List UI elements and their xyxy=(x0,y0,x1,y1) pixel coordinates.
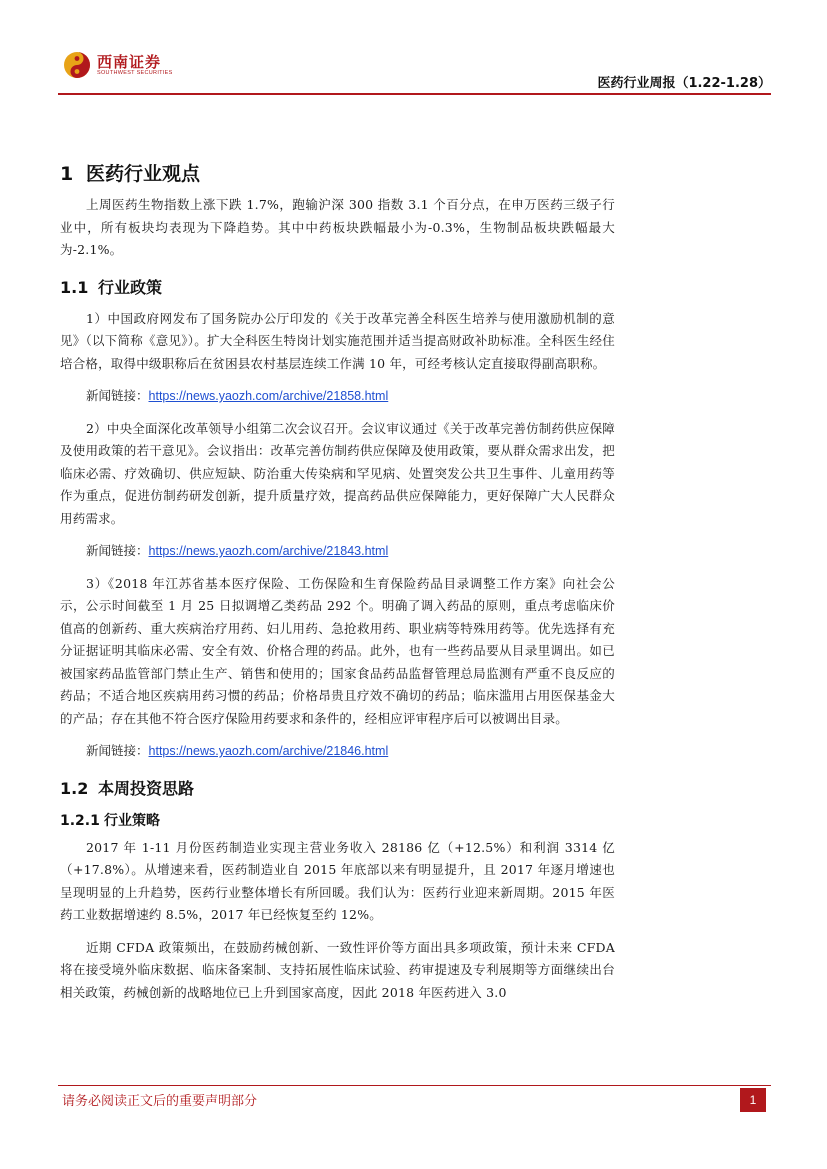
policy-item-1: 1）中国政府网发布了国务院办公厅印发的《关于改革完善全科医生培养与使用激励机制的意见》（以下简称《意见》）。扩大全科医生特岗计划实施范围并适当提高财政补助标准。全科医生经住培合格，取得中级职称后在贫困县农村基层连续工作满 10 年，可经考核认定直接取得副高职称。 xyxy=(60,310,615,371)
page-header xyxy=(0,0,827,96)
section-heading xyxy=(60,158,615,190)
logo-chinese-name: 西南证券 xyxy=(97,52,162,71)
subsection-number: 1.1 xyxy=(60,277,89,297)
subsection-number: 1.2 xyxy=(60,778,89,798)
subsection-heading-investment xyxy=(60,775,615,803)
news-link-line xyxy=(60,740,615,763)
news-link-line xyxy=(60,540,615,563)
news-link[interactable]: https://news.yaozh.com/archive/21846.html xyxy=(148,744,389,758)
strategy-paragraph-1: 2017 年 1-11 月份医药制造业实现主营业务收入 28186 亿（+12.5%）和利润 3314 亿（+17.8%）。从增速来看，医药制造业自 2015 年底部以来有明显提升，且 2017 年逐月增速也呈现明显的上升趋势，医药行业整体增长有所回暖。我们认为：医药行业迎来新周期。2015 年医药工业数据增速约 8.5%，2017 年已经恢复至约 12%。 xyxy=(60,839,615,922)
news-link-line xyxy=(60,385,615,408)
policy-item-2: 2）中央全面深化改革领导小组第二次会议召开。会议审议通过《关于改革完善仿制药供应保障及使用政策的若干意见》。会议指出：改革完善仿制药供应保障及使用政策，要从群众需求出发，把临床必需、疗效确切、供应短缺、防治重大传染病和罕见病、处置突发公共卫生事件、儿童用药等作为重点，促进仿制药研发创新，提升质量疗效，提高药品供应保障能力，更好保障广大人民群众用药需求。 xyxy=(60,420,615,526)
footer-divider xyxy=(58,1085,771,1086)
page-number: 1 xyxy=(740,1088,766,1112)
news-link-label: 新闻链接： xyxy=(86,543,149,558)
intro-paragraph: 上周医药生物指数上涨下跌 1.7%，跑输沪深 300 指数 3.1 个百分点，在申万医药三级子行业中，所有板块均表现为下降趋势。其中中药板块跌幅最小为-0.3%，生物制品板块跌幅最大为-2.1%。 xyxy=(60,197,615,257)
news-link[interactable]: https://news.yaozh.com/archive/21843.html xyxy=(148,544,389,558)
section-title: 医药行业观点 xyxy=(86,163,201,185)
subsubsection-heading-strategy xyxy=(60,809,615,833)
section-number: 1 xyxy=(60,163,74,185)
logo-emblem-icon xyxy=(62,50,92,80)
report-title: 医药行业周报（1.22-1.28） xyxy=(597,76,771,91)
news-link-label: 新闻链接： xyxy=(86,388,149,403)
subsection-heading-policy xyxy=(60,274,615,302)
strategy-paragraph-2: 近期 CFDA 政策频出，在鼓励药械创新、一致性评价等方面出具多项政策，预计未来 CFDA 将在接受境外临床数据、临床备案制、支持拓展性临床试验、药审提速及专利展期等方面继续出台相关政策，药械创新的战略地位已上升到国家高度，因此 2018 年医药进入 3.0 xyxy=(60,939,615,1000)
report-body xyxy=(60,158,615,1014)
logo-english-name: SOUTHWEST SECURITIES xyxy=(97,69,173,76)
news-link[interactable]: https://news.yaozh.com/archive/21858.html xyxy=(148,389,389,403)
subsection-title: 行业政策 xyxy=(98,277,163,297)
news-link-label: 新闻链接： xyxy=(86,743,149,758)
subsubsection-title: 行业策略 xyxy=(104,812,160,829)
subsection-title: 本周投资思路 xyxy=(98,778,195,798)
policy-item-3: 3）《2018 年江苏省基本医疗保险、工伤保险和生育保险药品目录调整工作方案》向社会公示，公示时间截至 1 月 25 日拟调增乙类药品 292 个。明确了调入药品的原则，重点考虑临床价值高的创新药、重大疾病治疗用药、妇儿用药、急抢救用药、职业病等特殊用药等。优先选择有充分证据证明其临床必需、安全有效、价格合理的药品。此外，也有一些药品要从目录里调出。如已被国家药品监管部门禁止生产、销售和使用的；国家食品药品监督管理总局监测有严重不良反应的药品；不适合地区疾病用药习惯的药品；价格昂贵且疗效不确切的药品；临床滥用占用医保基金大的产品；存在其他不符合医疗保险用药要求和条件的，经相应评审程序后可以被调出目录。 xyxy=(60,575,615,726)
subsubsection-number: 1.2.1 xyxy=(60,812,100,829)
disclaimer-note: 请务必阅读正文后的重要声明部分 xyxy=(62,1094,258,1109)
company-logo xyxy=(62,50,173,80)
header-divider xyxy=(58,93,771,95)
